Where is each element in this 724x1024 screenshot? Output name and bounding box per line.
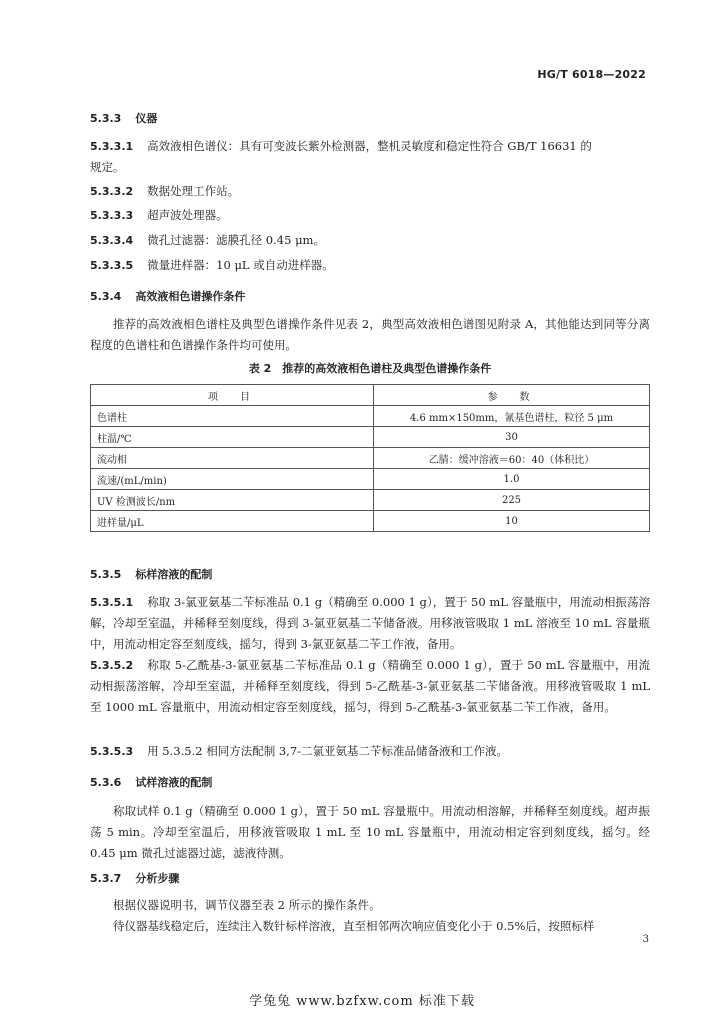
section-text: 微孔过滤器：滤膜孔径 0.45 μm。 [147,233,325,247]
section-text: 数据处理工作站。 [147,184,240,198]
section-number: 5.3.5 [90,568,122,581]
section-text: 微量进样器：10 μL 或自动进样器。 [147,258,334,272]
section-text: 称取 5-乙酰基-3-氯亚氨基二苄标准品 0.1 g（精确至 0.000 1 g），置于 50 mL 容量瓶中，用流动相振荡溶解，冷却至室温，并稀释至刻度线，得到 5-乙酰基-3-氯亚氨基二苄储备液。用移液管吸取 1 mL 至 1000 mL 容量瓶中，用流动相定容至刻度线，摇匀，得到 5-乙酰基-3-氯亚氨基二苄工作液，备用。 [90,658,650,714]
section-text: 用 5.3.5.2 相同方法配制 3,7-二氯亚氨基二苄标准品储备液和工作液。 [147,744,509,758]
section-5-3-5-1 [90,592,650,655]
section-title: 高效液相色谱操作条件 [135,290,246,303]
section-number: 5.3.4 [90,290,122,303]
section-number: 5.3.5.3 [90,745,134,758]
table-row [91,448,650,469]
section-5-3-7 [90,868,650,889]
table-cell-item: UV 检测波长/nm [91,490,374,511]
footer-watermark[interactable]: 学兔兔 www.bzfxw.com 标准下载 [249,994,475,1009]
section-5-3-3-5 [90,255,650,276]
section-text-cont: 规定。 [90,160,125,174]
section-number: 5.3.3.1 [90,140,134,153]
section-5-3-5-2 [90,655,650,718]
section-number: 5.3.7 [90,872,122,885]
section-5-3-5-3 [90,741,650,762]
section-text: 超声波处理器。 [147,208,228,222]
section-number: 5.3.3 [90,112,122,125]
section-title: 试样溶液的配制 [135,776,213,789]
section-text: 高效液相色谱仪：具有可变波长紫外检测器，整机灵敏度和稳定性符合 GB/T 16631 的 [147,139,592,153]
table-cell-value: 225 [374,490,650,511]
section-5-3-3-4 [90,230,650,251]
section-number: 5.3.3.2 [90,185,134,198]
document-code: HG/T 6018—2022 [537,68,646,81]
section-text: 称取 3-氯亚氨基二苄标准品 0.1 g（精确至 0.000 1 g），置于 50 mL 容量瓶中，用流动相振荡溶解，冷却至室温，并稀释至刻度线，得到 3-氯亚氨基二苄储备液。用移液管吸取 1 mL 溶液至 10 mL 容量瓶中，用流动相定容至刻度线，摇匀，得到 3-氯亚氨基二苄工作液，备用。 [90,595,650,651]
table-cell-item: 流动相 [91,448,374,469]
table-cell-item: 色谱柱 [91,406,374,427]
section-title: 分析步骤 [135,872,180,885]
section-5-3-3-3 [90,205,650,226]
section-5-3-6-paragraph: 称取试样 0.1 g（精确至 0.000 1 g），置于 50 mL 容量瓶中。用流动相溶解，并稀释至刻度线。超声振荡 5 min。冷却至室温后，用移液管吸取 1 mL 至 10 mL 容量瓶中，用流动相定容到刻度线，摇匀。经 0.45 μm 微孔过滤器过滤，滤液待测。 [90,804,650,860]
section-number: 5.3.3.4 [90,234,134,247]
section-number: 5.3.5.2 [90,659,134,672]
section-number: 5.3.3.5 [90,259,134,272]
table-cell-value: 10 [374,511,650,532]
table-header-item: 项 目 [91,385,374,406]
table-cell-value: 30 [374,427,650,448]
table-cell-value: 4.6 mm×150mm，氰基色谱柱，粒径 5 μm [374,406,650,427]
table-header-value: 参 数 [374,385,650,406]
section-number: 5.3.5.1 [90,596,134,609]
table-caption: 表 2 推荐的高效液相色谱柱及典型色谱操作条件 [248,362,492,375]
table-cell-value: 1.0 [374,469,650,490]
page-number: 3 [642,934,649,945]
table-row [91,427,650,448]
table-cell-item: 进样量/μL [91,511,374,532]
table-row [91,511,650,532]
table-cell-item: 流速/(mL/min) [91,469,374,490]
section-5-3-4-paragraph: 推荐的高效液相色谱柱及典型色谱操作条件见表 2，典型高效液相色谱图见附录 A，其他能达到同等分离程度的色谱柱和色谱操作条件均可使用。 [90,317,650,352]
table-row [91,469,650,490]
table-cell-item: 柱温/℃ [91,427,374,448]
section-title: 仪器 [135,112,158,125]
section-5-3-4 [90,286,650,307]
operating-conditions-table [90,384,650,532]
section-number: 5.3.3.3 [90,209,134,222]
section-5-3-7-paragraph-1: 根据仪器说明书，调节仪器至表 2 所示的操作条件。 [113,898,381,912]
section-number: 5.3.6 [90,776,122,789]
section-5-3-3-1 [90,136,650,178]
table-cell-value: 乙腈：缓冲溶液＝60：40（体积比） [374,448,650,469]
section-5-3-3 [90,108,650,129]
section-5-3-7-paragraph-2: 待仪器基线稳定后，连续注入数针标样溶液，直至相邻两次响应值变化小于 0.5%后，按照标样 [113,919,595,933]
table-row [91,490,650,511]
section-5-3-5 [90,564,650,585]
section-title: 标样溶液的配制 [135,568,213,581]
table-header-row [91,385,650,406]
section-5-3-6 [90,772,650,793]
section-5-3-3-2 [90,181,650,202]
table-row [91,406,650,427]
